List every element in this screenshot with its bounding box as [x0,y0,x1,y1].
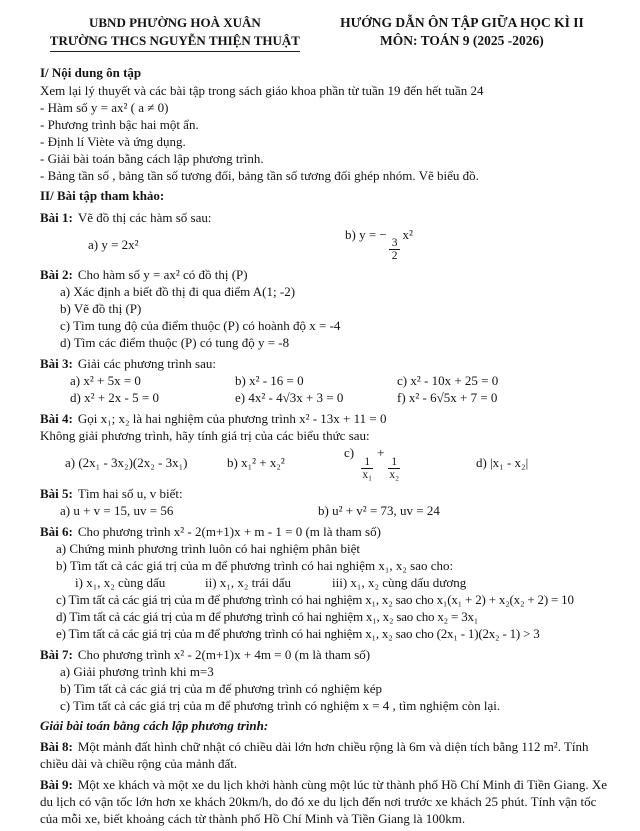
exercise-4-line-2: Không giải phương trình, hãy tính giá trị của các biểu thức sau: [40,428,370,444]
exercise-5-item-a: a) u + v = 15, uv = 56 [60,502,174,518]
fraction-numerator: 3 [389,237,401,250]
fraction [386,456,402,481]
exercise-6-item-b: b) Tìm tất cả các giá trị của m để phương trình có hai nghiệm x₁, x₂ sao cho: [56,557,454,573]
exercise-3-item: d) x² + 2x - 5 = 0 [70,390,159,406]
fraction [389,237,401,262]
fraction-denominator: x₁ [362,468,373,481]
exercise-6-item-d: d) Tìm tất cả các giá trị của m để phương trình có hai nghiệm x₁, x₂ sao cho x₂ = 3x₁ [56,608,479,624]
exercise-9-text: Một xe khách và một xe du lịch khởi hành cùng một lúc từ thành phố Hồ Chí Minh đi Tiền Giang. Xe du lịch có vận tốc lớn hơn xe khách 20km/h, do đó xe du lịch đến nơi trước xe khách 25 phút. Tính vận tốc của mỗi xe, biết khoảng cách từ thành phố Hồ Chí Minh và Tiền Giang là 100km. [40,776,608,826]
exercise-5-text: Tìm hai số u, v biết: [77,485,183,501]
exercise-1-item-b [345,226,614,262]
exercise-4-items [40,444,614,480]
document-header [40,14,614,52]
exercise-9 [40,776,614,827]
section-2-heading: II/ Bài tập tham khảo: [40,188,165,203]
fraction-denominator: 2 [391,250,398,263]
exercise-3-row-1 [40,372,614,389]
exercise-1-label: Bài 1: [40,210,73,225]
exercise-2-item: c) Tìm tung độ của điểm thuộc (P) có hoành độ x = -4 [60,318,341,334]
exercise-6-sub-i: i) x₁, x₂ cùng dấu [75,574,166,590]
plus-sign: + [377,445,385,461]
fraction-numerator: 1 [388,456,400,469]
exercise-3-item: a) x² + 5x = 0 [70,373,141,389]
exercise-3-item: e) 4x² - 4√3x + 3 = 0 [235,390,344,406]
exercise-6-sub-iii: iii) x₁, x₂ cùng dấu dương [332,574,467,590]
exercise-5-item-b: b) u² + v² = 73, uv = 24 [318,502,440,518]
exercise-5-label: Bài 5: [40,485,73,501]
exercise-7-label: Bài 7: [40,646,73,662]
exercise-4-item-d: d) |x₁ - x₂| [476,455,529,471]
exercise-2-item: d) Tìm các điểm thuộc (P) có tung độ y = -8 [60,335,290,351]
fraction [359,456,375,481]
exercise-1-item-b-prefix: b) y = − [345,227,387,242]
exercise-4-item-b: b) x₁² + x₂² [227,455,285,471]
exercise-4-heading [40,410,614,427]
exercise-2-item: b) Vẽ đồ thị (P) [60,301,142,317]
topic-item: - Phương trình bậc hai một ẩn. [40,117,199,132]
exercise-3-label: Bài 3: [40,356,73,372]
topic-item: - Định lí Viète và ứng dụng. [40,134,186,149]
topic-item: - Giải bài toán bằng cách lập phương trình. [40,151,264,166]
exercise-3-text: Giải các phương trình sau: [77,356,216,372]
exercise-6-heading [40,523,614,540]
fraction-denominator: x₂ [389,468,400,481]
exercise-3-heading [40,355,614,372]
exercise-4-item-c [344,444,476,480]
header-title-block [310,14,614,52]
exercise-4-item-a: a) (2x₁ - 3x₂)(2x₂ - 3x₁) [65,455,188,471]
section-1-intro: Xem lại lý thuyết và các bài tập trong sách giáo khoa phần từ tuần 19 đến hết tuần 24 [40,83,484,98]
fraction-numerator: 1 [361,456,373,469]
exercise-4-item-c-prefix: c) [344,445,355,461]
exercise-1-item-b-suffix: x² [402,227,413,242]
exercise-8 [40,738,614,772]
exercise-8-text: Một mảnh đất hình chữ nhật có chiều dài lớn hơn chiều rộng là 6m và diện tích bằng 112 m². Tính chiều dài và chiều rộng của mảnh đất. [40,738,589,771]
topic-item: - Bảng tần số , bảng tần số tương đối, bảng tần số tương đối ghép nhóm. Vẽ biểu đồ. [40,168,479,183]
org-line-1: UBND PHƯỜNG HOÀ XUÂN [89,15,261,30]
exercise-2-heading [40,266,614,283]
doc-title: HƯỚNG DẪN ÔN TẬP GIỮA HỌC KÌ II [340,15,584,30]
exercise-1-item-a: a) y = 2x² [88,236,139,252]
exercise-7-item: c) Tìm tất cả các giá trị của m để phương trình có nghiệm x = 4 , tìm nghiệm còn lại. [60,697,501,713]
exercise-3-item: b) x² - 16 = 0 [235,373,304,389]
exercise-2-text: Cho hàm số y = ax² có đồ thị (P) [77,267,248,283]
exercise-6-label: Bài 6: [40,523,73,539]
exercise-6-item-a: a) Chứng minh phương trình luôn có hai nghiệm phân biệt [56,540,361,556]
school-name: TRƯỜNG THCS NGUYỄN THIỆN THUẬT [50,32,300,52]
exercise-2-label: Bài 2: [40,267,73,283]
header-org-block [40,14,310,52]
exercise-1-text: Vẽ đồ thị các hàm số sau: [77,210,212,225]
exercise-7-heading [40,646,614,663]
exercise-6-sub-ii: ii) x₁, x₂ trái dấu [205,574,291,590]
exercise-1-items [40,226,614,262]
exercise-3-item: c) x² - 10x + 25 = 0 [397,373,499,389]
exercise-6-text: Cho phương trình x² - 2(m+1)x + m - 1 = 0 (m là tham số) [77,523,381,539]
exercise-7-item: a) Giải phương trình khi m=3 [60,663,214,679]
exercise-5-items [40,502,614,519]
exercise-7-item: b) Tìm tất cả các giá trị của m để phương trình có nghiệm kép [60,680,382,696]
topic-item: - Hàm số y = ax² ( a ≠ 0) [40,100,169,115]
exercise-4-label: Bài 4: [40,411,73,427]
exercise-6-item-e: e) Tìm tất cả các giá trị của m để phương trình có hai nghiệm x₁, x₂ sao cho (2x₁ - 1)(2x₂ - 1) > 3 [56,625,540,641]
exercise-6-item-c: c) Tìm tất cả các giá trị của m để phương trình có hai nghiệm x₁, x₂ sao cho x₁(x₁ + 2) + x₂(x₂ + 2) = 10 [56,591,574,607]
exercise-3-item: f) x² - 6√5x + 7 = 0 [397,390,498,406]
exercise-7-text: Cho phương trình x² - 2(m+1)x + 4m = 0 (m là tham số) [77,646,371,662]
exercise-8-label: Bài 8: [40,738,73,754]
exercise-6-sub-items [40,574,614,591]
section-1-heading: I/ Nội dung ôn tập [40,65,142,80]
exercise-2-item: a) Xác định a biết đồ thị đi qua điểm A(1; -2) [60,284,296,300]
exercise-4-text: Gọi x₁; x₂ là hai nghiệm của phương trình x² - 13x + 11 = 0 [77,411,387,427]
word-problems-heading: Giải bài toán bằng cách lập phương trình: [40,717,269,733]
doc-subject: MÔN: TOÁN 9 (2025 -2026) [380,33,544,48]
exercise-9-label: Bài 9: [40,776,73,792]
org-line-2 [40,32,310,52]
exercise-1-heading [40,209,614,226]
exercise-3-row-2 [40,389,614,406]
exercise-5-heading [40,485,614,502]
